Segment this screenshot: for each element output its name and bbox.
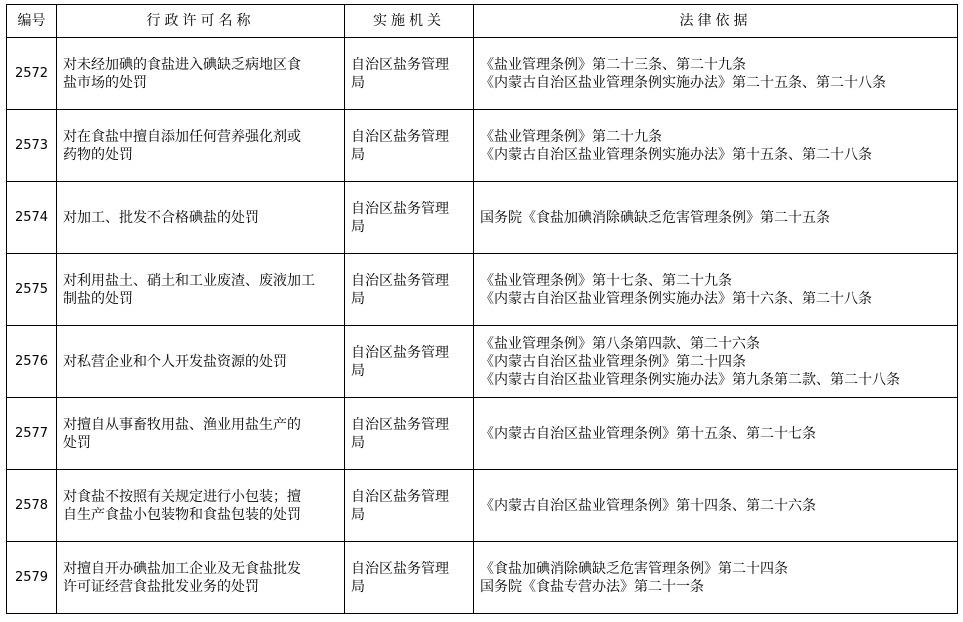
header-no: 编号 <box>7 5 57 38</box>
permit-name <box>57 38 345 110</box>
implementing-agency <box>345 254 474 326</box>
table-row <box>7 470 958 542</box>
row-number: 2572 <box>7 38 57 110</box>
legal-basis-line: 《内蒙古自治区盐业管理条例实施办法》第二十五条、第二十八条 <box>480 74 886 91</box>
legal-basis-line: 《盐业管理条例》第二十三条、第二十九条 <box>480 56 746 73</box>
permit-name-line: 对私营企业和个人开发盐资源的处罚 <box>63 353 287 370</box>
permit-name <box>57 470 345 542</box>
permit-name-line: 对在食盐中擅自添加任何营养强化剂或 <box>63 128 301 145</box>
header-basis: 法律依据 <box>474 5 958 38</box>
header-agency: 实施机关 <box>345 5 474 38</box>
row-number: 2579 <box>7 542 57 614</box>
legal-basis <box>474 110 958 182</box>
permit-name-line: 对加工、批发不合格碘盐的处罚 <box>63 209 259 226</box>
implementing-agency-line: 自治区盐务管理 <box>351 344 449 361</box>
table-row <box>7 38 958 110</box>
permit-name <box>57 110 345 182</box>
row-number: 2576 <box>7 326 57 398</box>
implementing-agency-line: 局 <box>351 578 365 595</box>
implementing-agency-line: 自治区盐务管理 <box>351 128 449 145</box>
table-row <box>7 326 958 398</box>
row-number: 2575 <box>7 254 57 326</box>
header-name: 行政许可名称 <box>57 5 345 38</box>
legal-basis-line: 国务院《食盐专营办法》第二十一条 <box>480 578 704 595</box>
legal-basis <box>474 326 958 398</box>
permit-name <box>57 182 345 254</box>
permit-name <box>57 542 345 614</box>
row-number: 2578 <box>7 470 57 542</box>
permit-name-line: 对利用盐土、硝土和工业废渣、废液加工 <box>63 272 315 289</box>
permit-name-line: 对未经加碘的食盐进入碘缺乏病地区食 <box>63 56 301 73</box>
legal-basis-line: 《盐业管理条例》第八条第四款、第二十六条 <box>480 335 760 352</box>
legal-basis <box>474 254 958 326</box>
permit-name-line: 对擅自从事畜牧用盐、渔业用盐生产的 <box>63 416 301 433</box>
implementing-agency-line: 自治区盐务管理 <box>351 272 449 289</box>
implementing-agency-line: 自治区盐务管理 <box>351 200 449 217</box>
legal-basis-line: 《内蒙古自治区盐业管理条例》第十四条、第二十六条 <box>480 497 816 514</box>
legal-basis-line: 《盐业管理条例》第二十九条 <box>480 128 662 145</box>
permit-name-line: 对食盐不按照有关规定进行小包装；擅 <box>63 488 301 505</box>
implementing-agency <box>345 542 474 614</box>
legal-basis-line: 《内蒙古自治区盐业管理条例》第二十四条 <box>480 353 746 370</box>
permit-name-line: 许可证经营食盐批发业务的处罚 <box>63 578 259 595</box>
legal-basis-line: 《内蒙古自治区盐业管理条例实施办法》第十五条、第二十八条 <box>480 146 872 163</box>
legal-basis-line: 《盐业管理条例》第十七条、第二十九条 <box>480 272 732 289</box>
implementing-agency <box>345 398 474 470</box>
implementing-agency <box>345 326 474 398</box>
header-row <box>7 5 958 38</box>
permit-name <box>57 398 345 470</box>
table-row <box>7 398 958 470</box>
implementing-agency <box>345 470 474 542</box>
table-row <box>7 182 958 254</box>
permit-name <box>57 254 345 326</box>
row-number: 2573 <box>7 110 57 182</box>
implementing-agency <box>345 182 474 254</box>
table-header <box>7 5 958 38</box>
implementing-agency-line: 局 <box>351 218 365 235</box>
implementing-agency-line: 自治区盐务管理 <box>351 416 449 433</box>
table-row <box>7 110 958 182</box>
implementing-agency-line: 局 <box>351 362 365 379</box>
legal-basis-line: 国务院《食盐加碘消除碘缺乏危害管理条例》第二十五条 <box>480 209 830 226</box>
implementing-agency-line: 局 <box>351 74 365 91</box>
legal-basis <box>474 182 958 254</box>
legal-basis-line: 《内蒙古自治区盐业管理条例实施办法》第十六条、第二十八条 <box>480 290 872 307</box>
implementing-agency <box>345 38 474 110</box>
row-number: 2574 <box>7 182 57 254</box>
implementing-agency <box>345 110 474 182</box>
legal-basis-line: 《内蒙古自治区盐业管理条例实施办法》第九条第二款、第二十八条 <box>480 371 900 388</box>
legal-basis <box>474 542 958 614</box>
legal-basis <box>474 38 958 110</box>
implementing-agency-line: 局 <box>351 434 365 451</box>
permit-name <box>57 326 345 398</box>
implementing-agency-line: 局 <box>351 506 365 523</box>
permit-name-line: 药物的处罚 <box>63 146 133 163</box>
legal-basis-line: 《食盐加碘消除碘缺乏危害管理条例》第二十四条 <box>480 560 788 577</box>
implementing-agency-line: 自治区盐务管理 <box>351 488 449 505</box>
permit-name-line: 制盐的处罚 <box>63 290 133 307</box>
permit-name-line: 盐市场的处罚 <box>63 74 147 91</box>
implementing-agency-line: 局 <box>351 290 365 307</box>
implementing-agency-line: 局 <box>351 146 365 163</box>
legal-basis <box>474 398 958 470</box>
legal-basis-line: 《内蒙古自治区盐业管理条例》第十五条、第二十七条 <box>480 425 816 442</box>
permit-name-line: 对擅自开办碘盐加工企业及无食盐批发 <box>63 560 301 577</box>
table-row <box>7 542 958 614</box>
implementing-agency-line: 自治区盐务管理 <box>351 560 449 577</box>
implementing-agency-line: 自治区盐务管理 <box>351 56 449 73</box>
table-body <box>7 38 958 614</box>
regulation-table <box>6 4 958 614</box>
table-row <box>7 254 958 326</box>
row-number: 2577 <box>7 398 57 470</box>
permit-name-line: 自生产食盐小包装物和食盐包装的处罚 <box>63 506 301 523</box>
legal-basis <box>474 470 958 542</box>
permit-name-line: 处罚 <box>63 434 91 451</box>
